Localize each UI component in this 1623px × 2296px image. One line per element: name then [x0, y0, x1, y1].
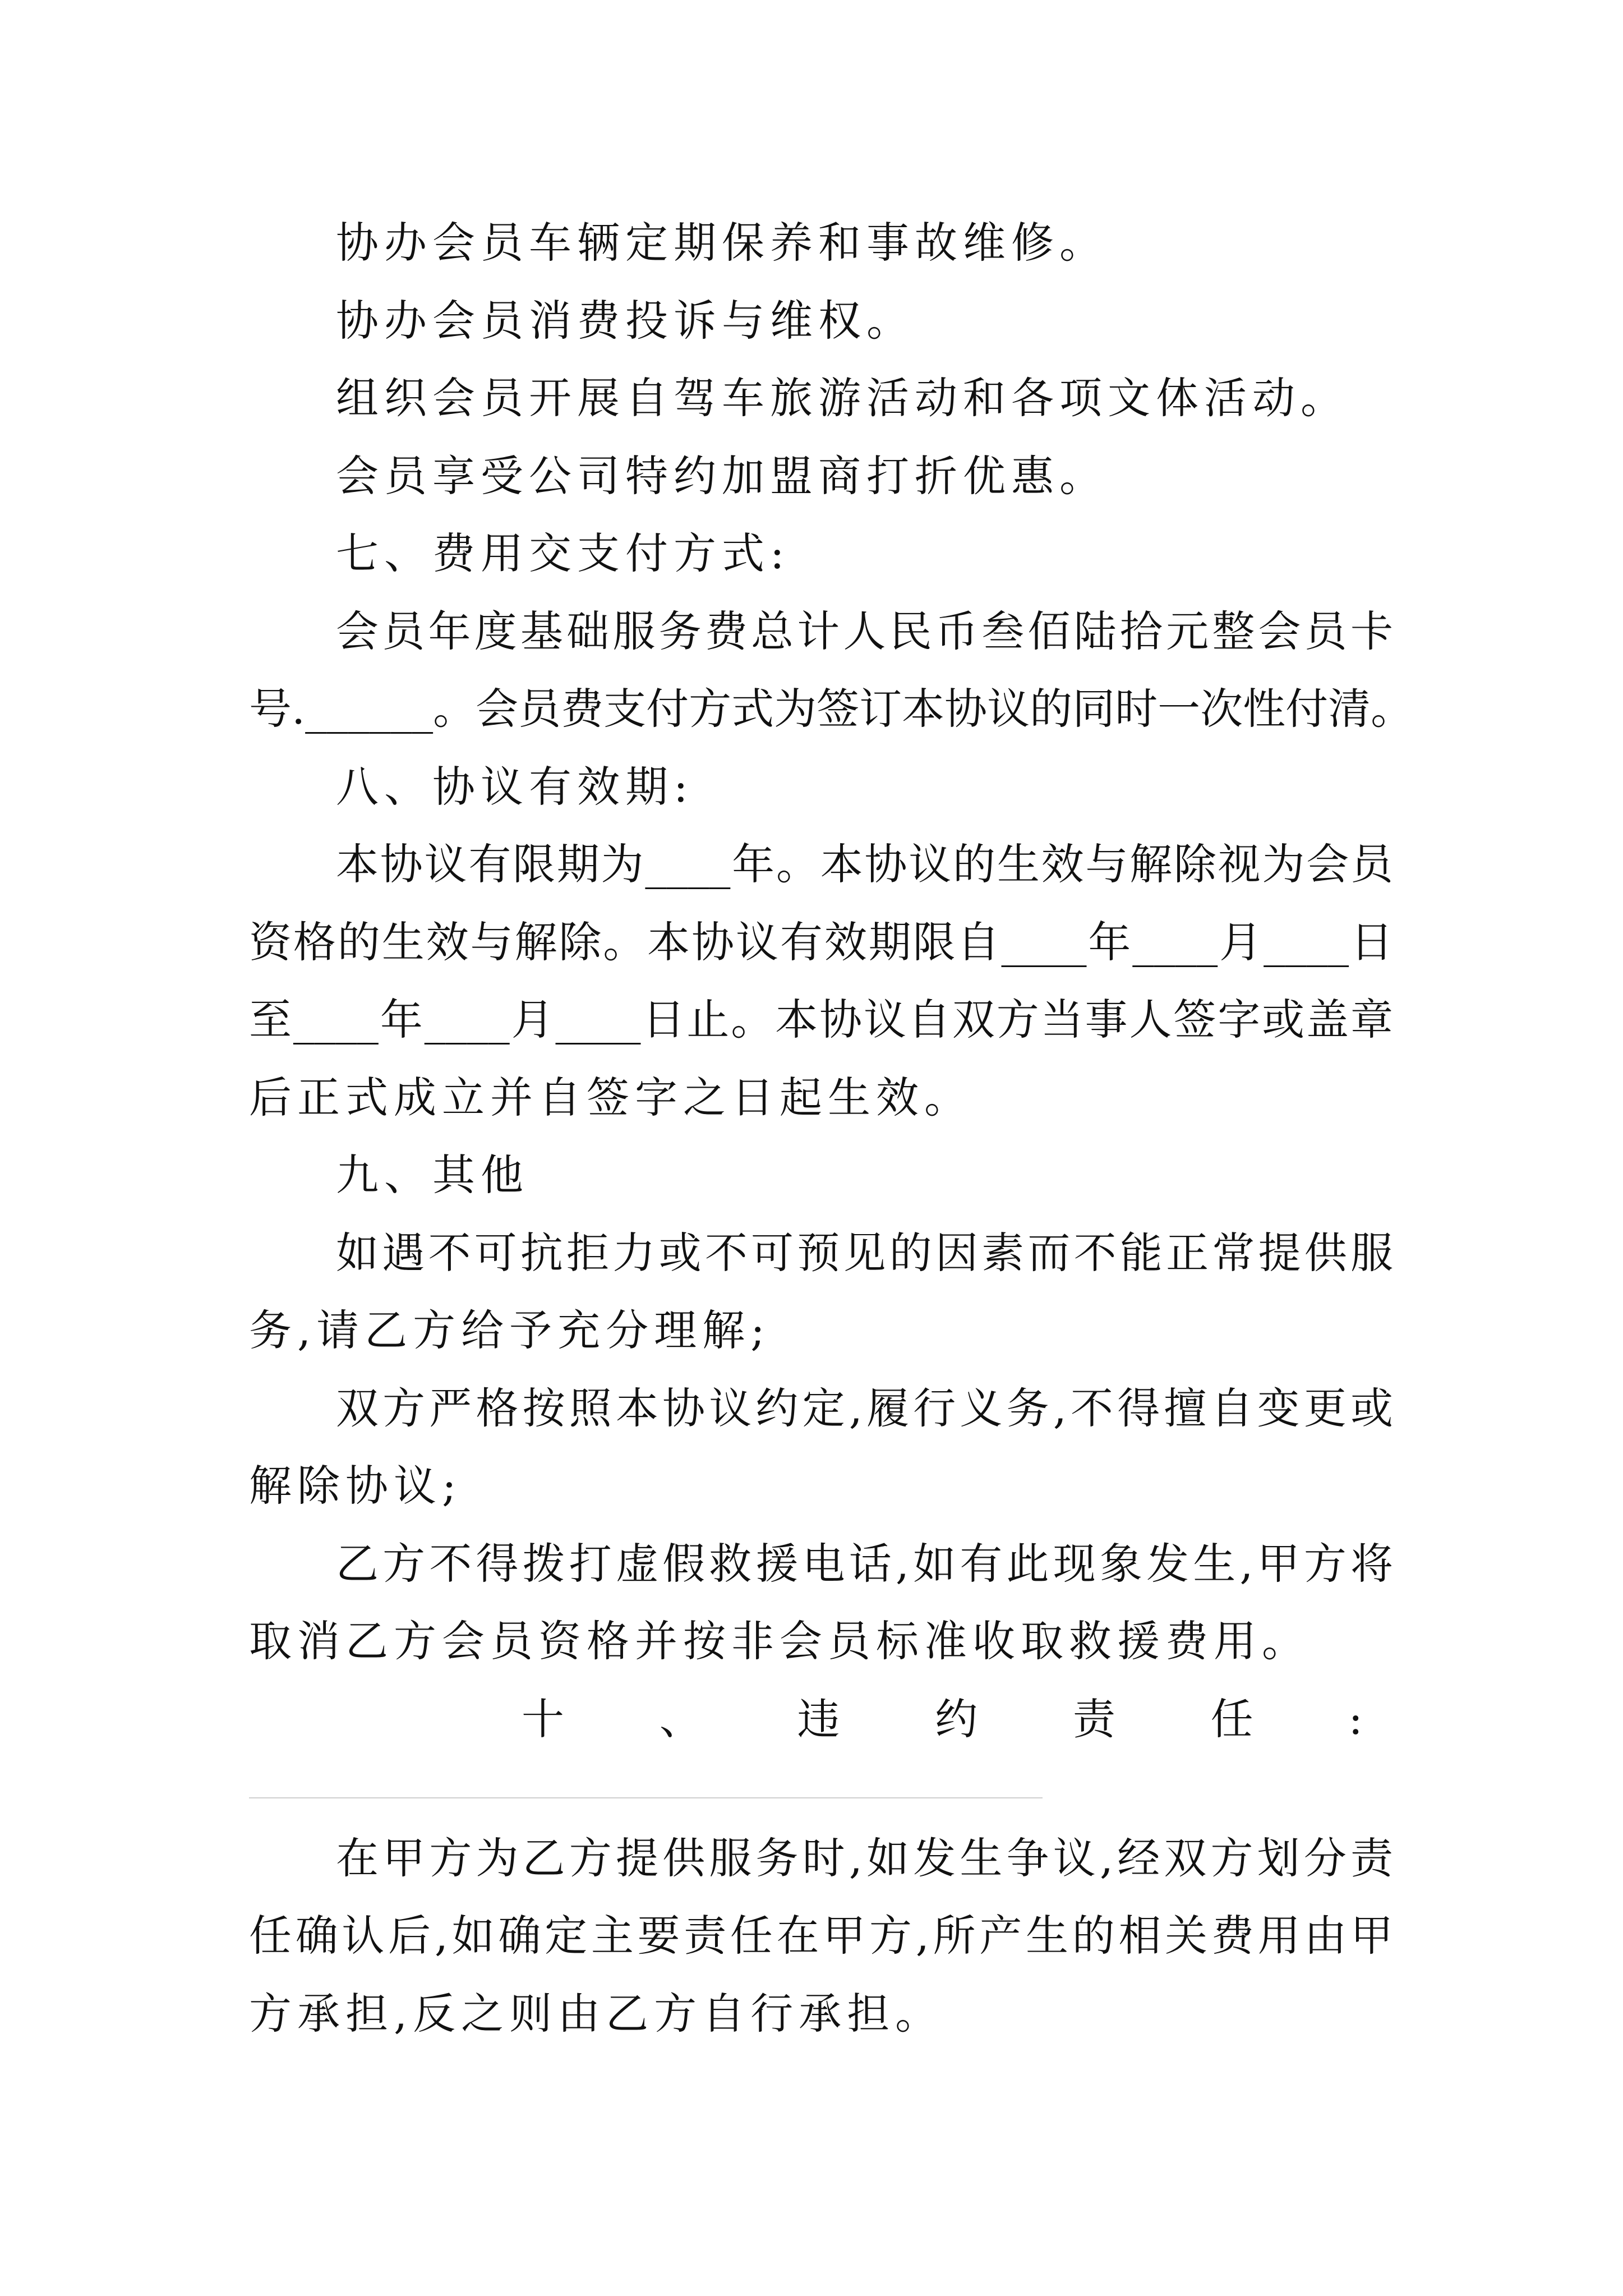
- text-line: 会员享受公司特约加盟商打折优惠。: [336, 451, 1108, 501]
- text-line: 乙方不得拨打虚假救援电话,如有此现象发生,甲方将: [336, 1539, 1393, 1589]
- text-line: 双方严格按照本协议约定,履行义务,不得擅自变更或: [336, 1383, 1393, 1433]
- text-line: 会员年度基础服务费总计人民币叁佰陆拾元整会员卡: [336, 606, 1393, 656]
- text-line: 如遇不可抗拒力或不可预见的因素而不能正常提供服: [336, 1228, 1393, 1278]
- text-line: 号.______。会员费支付方式为签订本协议的同时一次性付清。: [249, 684, 1414, 734]
- text-line: 任确认后,如确定主要责任在甲方,所产生的相关费用由甲: [249, 1911, 1393, 1961]
- divider-line: [249, 1797, 1043, 1798]
- section-heading-10: 十 、 违 约 责 任 :: [522, 1694, 1363, 1744]
- text-line: 方承担,反之则由乙方自行承担。: [249, 1989, 944, 2039]
- text-line: 资格的生效与解除。本协议有效期限自____年____月____日: [249, 917, 1393, 967]
- text-line: 取消乙方会员资格并按非会员标准收取救援费用。: [249, 1616, 1310, 1666]
- text-line: 协办会员车辆定期保养和事故维修。: [336, 218, 1108, 268]
- text-line: 至____年____月____日止。本协议自双方当事人签字或盖章: [249, 995, 1393, 1045]
- text-line: 协办会员消费投诉与维权。: [336, 296, 915, 346]
- text-line: 务,请乙方给予充分理解;: [249, 1305, 771, 1355]
- text-line: 组织会员开展自驾车旅游活动和各项文体活动。: [336, 373, 1349, 423]
- section-heading-7: 七、费用交支付方式:: [336, 528, 790, 578]
- text-line: 本协议有限期为____年。本协议的生效与解除视为会员: [336, 839, 1393, 889]
- text-line: 后正式成立并自签字之日起生效。: [249, 1073, 972, 1122]
- section-heading-9: 九、其他: [336, 1150, 529, 1200]
- text-line: 在甲方为乙方提供服务时,如发生争议,经双方划分责: [336, 1833, 1393, 1883]
- section-heading-8: 八、协议有效期:: [336, 762, 694, 812]
- text-line: 解除协议;: [249, 1461, 462, 1511]
